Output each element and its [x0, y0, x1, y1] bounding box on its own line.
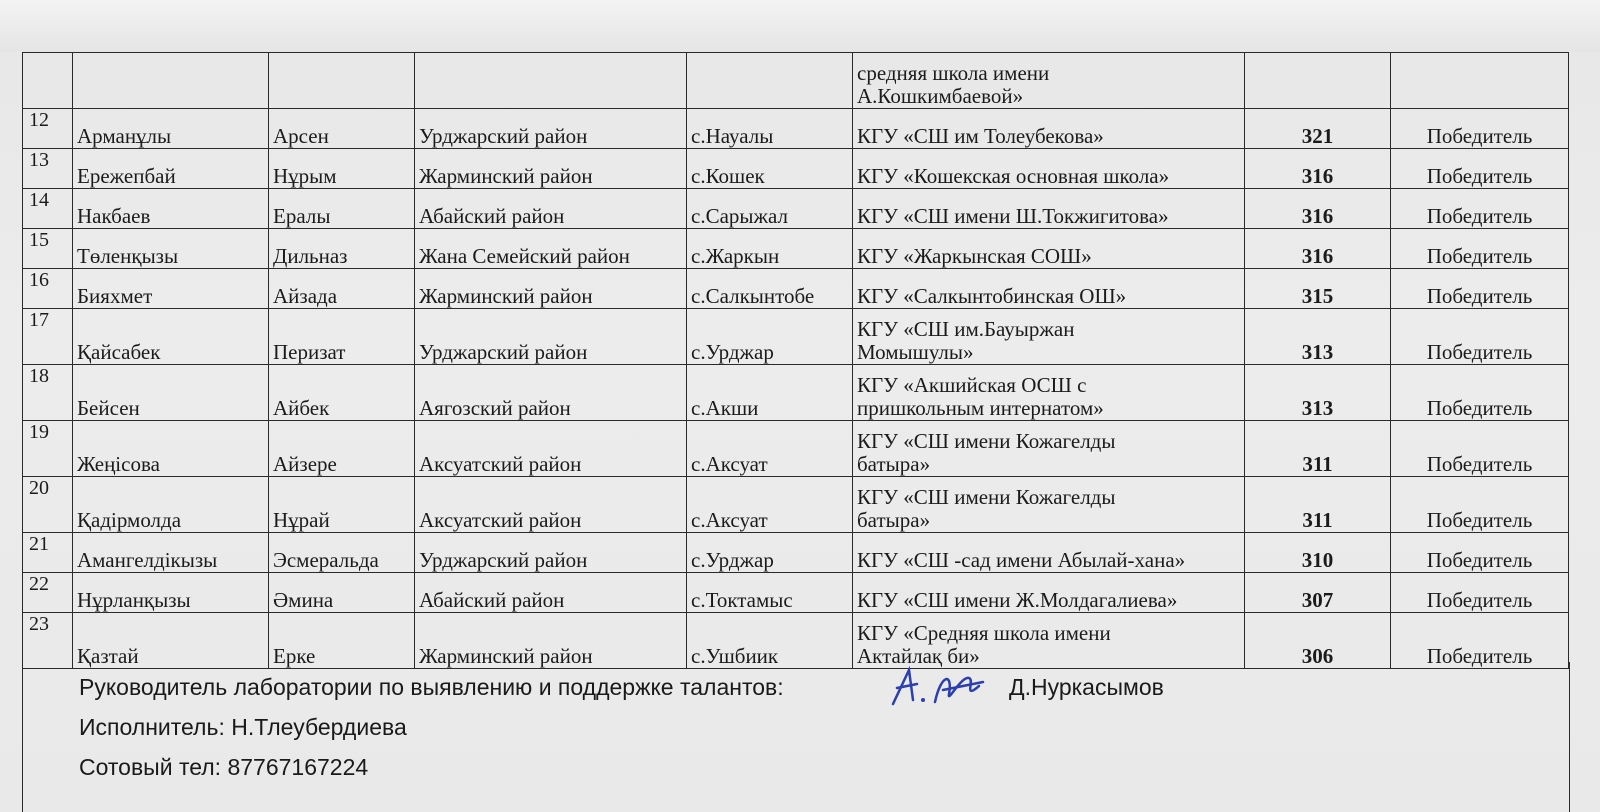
cell-district: Абайский район [415, 189, 687, 229]
cell-name [269, 53, 415, 109]
cell-village [687, 53, 853, 109]
table-row [23, 189, 1569, 229]
cell-status: Победитель [1391, 109, 1569, 149]
table-row [23, 477, 1569, 533]
cell-village: с.Аксуат [687, 421, 853, 477]
cell-district: Аксуатский район [415, 477, 687, 533]
cell-status: Победитель [1391, 365, 1569, 421]
cell-score: 311 [1245, 421, 1391, 477]
cell-num: 19 [23, 421, 73, 477]
cell-status [1391, 53, 1569, 109]
cell-village: с.Аксуат [687, 477, 853, 533]
cell-district: Жарминский район [415, 149, 687, 189]
school-line-1: средняя школа имени [857, 61, 1050, 85]
cell-num: 17 [23, 309, 73, 365]
cell-surname: Төленқызы [73, 229, 269, 269]
cell-name: Ералы [269, 189, 415, 229]
table-row [23, 149, 1569, 189]
cell-score: 313 [1245, 365, 1391, 421]
cell-name: Перизат [269, 309, 415, 365]
cell-school [853, 613, 1245, 669]
cell-status: Победитель [1391, 573, 1569, 613]
table-row [23, 421, 1569, 477]
cell-school [853, 573, 1245, 613]
cell-name: Нұрым [269, 149, 415, 189]
cell-village: с.Токтамыс [687, 573, 853, 613]
cell-surname: Накбаев [73, 189, 269, 229]
cell-status: Победитель [1391, 189, 1569, 229]
cell-status: Победитель [1391, 533, 1569, 573]
cell-school [853, 309, 1245, 365]
table-row [23, 269, 1569, 309]
cell-surname: Ережепбай [73, 149, 269, 189]
cell-status: Победитель [1391, 309, 1569, 365]
cell-village: с.Науалы [687, 109, 853, 149]
school-line-1: КГУ «СШ имени Ж.Молдагалиева» [857, 588, 1178, 612]
results-table-body [23, 53, 1569, 669]
cell-district: Жарминский район [415, 269, 687, 309]
school-line-1: КГУ «Жаркынская СОШ» [857, 244, 1092, 268]
cell-name: Эсмеральда [269, 533, 415, 573]
cell-num: 18 [23, 365, 73, 421]
page-top-edge [0, 0, 1600, 52]
table-row-continued [23, 53, 1569, 109]
cell-school [853, 533, 1245, 573]
cell-village: с.Урджар [687, 309, 853, 365]
cell-status: Победитель [1391, 613, 1569, 669]
cell-surname [73, 53, 269, 109]
cell-district: Абайский район [415, 573, 687, 613]
cell-surname: Арманұлы [73, 109, 269, 149]
cell-village: с.Ушбиик [687, 613, 853, 669]
cell-status: Победитель [1391, 269, 1569, 309]
cell-school [853, 53, 1245, 109]
cell-score: 321 [1245, 109, 1391, 149]
cell-surname: Қайсабек [73, 309, 269, 365]
school-line-1: КГУ «СШ им.Бауыржан [857, 317, 1075, 341]
cell-num: 13 [23, 149, 73, 189]
school-line-2: Момышулы» [857, 340, 974, 364]
head-of-lab-name: Д.Нуркасымов [1009, 674, 1164, 700]
cell-status: Победитель [1391, 149, 1569, 189]
cell-name: Айзере [269, 421, 415, 477]
school-line-2: Актайлақ би» [857, 644, 980, 668]
cell-surname: Қадірмолда [73, 477, 269, 533]
cell-school [853, 269, 1245, 309]
school-line-1: КГУ «Средняя школа имени [857, 621, 1111, 645]
school-line-1: КГУ «СШ имени Кожагелды [857, 429, 1116, 453]
cell-district: Аягозский район [415, 365, 687, 421]
cell-district: Урджарский район [415, 309, 687, 365]
cell-score: 316 [1245, 149, 1391, 189]
cell-village: с.Урджар [687, 533, 853, 573]
table-row [23, 109, 1569, 149]
cell-num: 22 [23, 573, 73, 613]
cell-num: 12 [23, 109, 73, 149]
cell-score: 315 [1245, 269, 1391, 309]
cell-score: 310 [1245, 533, 1391, 573]
school-line-2: пришкольным интернатом» [857, 396, 1104, 420]
executor-line: Исполнитель: Н.Тлеубердиева [79, 714, 407, 740]
cell-district: Аксуатский район [415, 421, 687, 477]
cell-score: 306 [1245, 613, 1391, 669]
table-row [23, 309, 1569, 365]
phone-line: Сотовый тел: 87767167224 [79, 754, 369, 780]
cell-surname: Жеңісова [73, 421, 269, 477]
school-line-1: КГУ «СШ им Толеубекова» [857, 124, 1104, 148]
cell-surname: Бияхмет [73, 269, 269, 309]
cell-school [853, 365, 1245, 421]
table-row [23, 573, 1569, 613]
school-line-2: батыра» [857, 508, 931, 532]
table-row [23, 365, 1569, 421]
cell-score: 313 [1245, 309, 1391, 365]
cell-school [853, 421, 1245, 477]
table-row [23, 613, 1569, 669]
school-line-2: батыра» [857, 452, 931, 476]
head-of-lab-label: Руководитель лаборатории по выявлению и поддержке талантов: [79, 674, 784, 700]
cell-name: Айбек [269, 365, 415, 421]
cell-school [853, 109, 1245, 149]
cell-village: с.Салкынтобе [687, 269, 853, 309]
school-line-1: КГУ «СШ -сад имени Абылай-хана» [857, 548, 1186, 572]
table-row [23, 533, 1569, 573]
cell-school [853, 477, 1245, 533]
cell-score: 316 [1245, 229, 1391, 269]
results-table [22, 52, 1569, 669]
cell-school [853, 189, 1245, 229]
cell-status: Победитель [1391, 421, 1569, 477]
cell-district: Жана Семейский район [415, 229, 687, 269]
cell-district: Урджарский район [415, 109, 687, 149]
cell-name: Ерке [269, 613, 415, 669]
cell-num [23, 53, 73, 109]
cell-name: Әмина [269, 573, 415, 613]
cell-name: Нұрай [269, 477, 415, 533]
cell-num: 16 [23, 269, 73, 309]
cell-score: 316 [1245, 189, 1391, 229]
school-line-1: КГУ «СШ имени Кожагелды [857, 485, 1116, 509]
cell-surname: Нұрланқызы [73, 573, 269, 613]
cell-school [853, 149, 1245, 189]
cell-school [853, 229, 1245, 269]
school-line-1: КГУ «СШ имени Ш.Токжигитова» [857, 204, 1169, 228]
cell-district [415, 53, 687, 109]
cell-name: Дильназ [269, 229, 415, 269]
cell-status: Победитель [1391, 229, 1569, 269]
cell-district: Урджарский район [415, 533, 687, 573]
cell-village: с.Кошек [687, 149, 853, 189]
cell-score: 307 [1245, 573, 1391, 613]
cell-num: 20 [23, 477, 73, 533]
school-line-1: КГУ «Акшийская ОСШ с [857, 373, 1087, 397]
cell-district: Жарминский район [415, 613, 687, 669]
cell-village: с.Сарыжал [687, 189, 853, 229]
cell-num: 14 [23, 189, 73, 229]
cell-village: с.Жаркын [687, 229, 853, 269]
document-footer [22, 662, 1570, 812]
cell-num: 15 [23, 229, 73, 269]
cell-surname: Қазтай [73, 613, 269, 669]
school-line-1: КГУ «Салкынтобинская ОШ» [857, 284, 1127, 308]
school-line-1: КГУ «Кошекская основная школа» [857, 164, 1170, 188]
cell-surname: Амангелдікызы [73, 533, 269, 573]
cell-name: Арсен [269, 109, 415, 149]
cell-name: Айзада [269, 269, 415, 309]
school-line-2: А.Кошкимбаевой» [857, 84, 1024, 108]
cell-num: 23 [23, 613, 73, 669]
cell-status: Победитель [1391, 477, 1569, 533]
table-row [23, 229, 1569, 269]
handwritten-signature [883, 664, 1003, 712]
cell-village: с.Акши [687, 365, 853, 421]
cell-score [1245, 53, 1391, 109]
cell-score: 311 [1245, 477, 1391, 533]
cell-surname: Бейсен [73, 365, 269, 421]
cell-num: 21 [23, 533, 73, 573]
